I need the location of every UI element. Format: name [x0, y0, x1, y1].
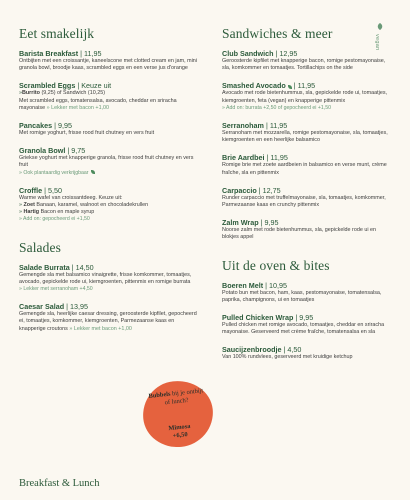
item-name: Salade Burrata [19, 262, 70, 272]
description-text: Warme wafel van croissantdeeg. Keuze uit: [19, 194, 123, 201]
mimosa-badge [140, 378, 217, 451]
extra-text: » Add on: burrata +2,50 of gepocheerd ei +1,50 [222, 104, 332, 111]
item-price: 5,50 [48, 185, 63, 195]
menu-item [222, 81, 390, 112]
item-description [19, 272, 199, 286]
description-text: Romige brie met zoete aardbeien in balsamico en verse munt, crème fraîche, sla en pittenmix [222, 162, 387, 176]
item-option [19, 90, 199, 97]
item-price: 4,50 [287, 345, 302, 355]
item-name: Carpaccio [222, 185, 257, 195]
item-header [222, 81, 390, 90]
item-header [222, 186, 390, 195]
menu-item [222, 186, 390, 209]
item-name: Granola Bowl [19, 146, 66, 156]
item-option [19, 209, 199, 216]
description-text: Noorse zalm met rode bietenhummus, sla, gepickelde rode ui en blokjes appel [222, 227, 377, 241]
option-name: Zoet [23, 202, 35, 209]
item-price: 12,75 [262, 185, 281, 195]
description-text: Griekse yoghurt met knapperige granola, frisse rood fruit chutney en vers fruit [19, 155, 194, 169]
description-text: Gemengde sla, heerlijke caesar dressing, geroosterde kipfilet, gepocheerd ei, tomaatjes, komkommer, kiemgroenten, Parmezaanse kaas en knapperige croutons [19, 311, 197, 332]
description-text: Met romige yoghurt, frisse rood fruit chutney en vers fruit [19, 130, 155, 137]
footer-title: Breakfast & Lunch [19, 478, 100, 489]
badge-mimosa-price: Mimosa +6,50 [168, 422, 191, 440]
item-header [19, 302, 199, 311]
description-extra: » Lekker met bacon +1,00 [45, 104, 110, 111]
item-price: 11,95 [269, 121, 288, 131]
option-marker: » [19, 209, 24, 216]
item-name: Croffle [19, 185, 43, 195]
section-title: Eet smakelijk [19, 26, 95, 41]
section-title: Uit de oven & bites [222, 257, 330, 273]
item-name: Smashed Avocado [222, 81, 286, 91]
item-header [222, 121, 390, 130]
item-description [222, 130, 390, 144]
item-price: 9,95 [264, 218, 279, 228]
menu-item [19, 121, 199, 137]
item-description [222, 354, 390, 361]
description-text: Potato bun met bacon, ham, kaas, pestomayonaise, tomatensalsa, paprika, champignons, ui en tomaatjes [222, 289, 382, 303]
menu-item [222, 49, 390, 72]
section-title: Sandwiches & meer [222, 26, 333, 41]
item-description [19, 195, 199, 202]
item-header [222, 153, 390, 162]
price-separator: | [291, 81, 298, 91]
item-name: Caesar Salad [19, 302, 65, 312]
vegan-label: vegan [374, 34, 380, 51]
item-description [19, 311, 199, 333]
price-separator: | [64, 302, 71, 312]
menu-item [222, 218, 390, 241]
menu-item [19, 186, 199, 224]
item-price: 11,95 [270, 153, 288, 163]
description-text: Met scrambled eggs, tomatensalsa, avocado, cheddar en sriracha mayonaise [19, 97, 177, 111]
item-price: 9,95 [58, 121, 73, 131]
item-price: 12,95 [279, 49, 298, 58]
menu-item [222, 121, 390, 144]
extra-text: » Lekker met serranoham +4,50 [19, 286, 93, 293]
item-name: Boeren Melt [222, 280, 264, 290]
price-separator: | [293, 313, 300, 323]
price-separator: | [75, 81, 82, 91]
item-price: 13,95 [70, 302, 89, 312]
item-price: Keuze uit [81, 81, 112, 91]
item-name: Saucijzenbroodje [222, 345, 282, 355]
item-price: 10,95 [269, 280, 288, 290]
item-header [222, 345, 390, 354]
option-marker: » [19, 90, 22, 97]
option-text: Bacon en maple syrup [39, 209, 95, 216]
item-header [19, 146, 199, 155]
price-separator: | [42, 185, 49, 195]
item-description [222, 290, 390, 304]
item-description [222, 90, 390, 104]
item-description [222, 58, 390, 72]
item-price: 14,50 [75, 262, 94, 272]
item-name: Barista Breakfast [19, 49, 79, 58]
menu-item [19, 302, 199, 333]
menu-item [222, 281, 390, 304]
item-extra [19, 170, 199, 177]
item-extra [19, 286, 199, 293]
description-text: Serranoham met mozzarella, romige pestomayonaise, sla, tomaatjes, kiemgroenten en een heerlijke balsamico [222, 130, 388, 144]
option-text: (9,25) of Sandwich (10,25) [39, 90, 105, 97]
item-header [19, 121, 199, 130]
description-text: Gemengde sla met balsamico vinaigrette, frisse komkommer, tomaatjes, avocado, gepickelde rode ui, kiemgroenten, pittenmix en romige burrata [19, 271, 192, 285]
item-price: 11,95 [297, 81, 316, 91]
option-marker: » [19, 202, 24, 209]
price-separator: | [78, 49, 85, 58]
item-description [19, 155, 199, 169]
item-extra [19, 216, 199, 223]
item-description [19, 58, 199, 72]
leaf-icon [377, 23, 383, 30]
description-text: Van 100% rundvlees, geserveerd met kruidige ketchup [222, 354, 353, 361]
description-text: Ontbijten met een croissantje, kaneelscone met clotted cream en jam, mini granola bowl, broodje kaas, scrambled eggs en een verse jus d'orange [19, 58, 197, 72]
item-extra [222, 105, 390, 112]
item-description [222, 322, 390, 336]
price-separator: | [263, 280, 270, 290]
option-name: Hartig [23, 209, 40, 216]
item-description [19, 98, 199, 112]
description-text: Pulled chicken met romige avocado, tomaatjes, cheddar en sriracha mayonaise. Geserveerd met crème fraîche, tomatensalsa en sla [222, 322, 385, 336]
price-separator: | [256, 185, 263, 195]
section-title: Salades [19, 239, 61, 255]
description-extra: » Lekker met bacon +1,00 [67, 325, 132, 332]
item-name: Pulled Chicken Wrap [222, 313, 294, 323]
item-header [19, 81, 199, 90]
price-separator: | [264, 153, 271, 163]
leaf-icon [91, 170, 95, 174]
item-name: Club Sandwich [222, 49, 274, 58]
item-option [19, 202, 199, 209]
menu-item [19, 263, 199, 294]
item-header [222, 281, 390, 290]
menu-item [19, 146, 199, 177]
item-header [19, 186, 199, 195]
right-column [222, 26, 390, 371]
item-header [19, 49, 199, 58]
item-header [19, 263, 199, 272]
option-text: Banaan, karamel, walnoot en chocoladekrullen [34, 202, 149, 209]
menu-item [19, 81, 199, 112]
item-name: Pancakes [19, 121, 53, 131]
price-separator: | [52, 121, 59, 131]
item-header [222, 49, 390, 58]
option-name: Burrito [22, 90, 40, 97]
item-description [19, 130, 199, 137]
left-column [19, 26, 199, 342]
price-separator: | [281, 345, 288, 355]
item-price: 9,95 [299, 313, 314, 323]
price-separator: | [263, 121, 270, 131]
menu-item [222, 153, 390, 176]
badge-bubbels-text: Bubbels bij je ontbijt of lunch? [148, 387, 204, 406]
item-header [222, 313, 390, 322]
item-name: Zalm Wrap [222, 218, 259, 228]
menu-item [19, 49, 199, 72]
item-name: Serranoham [222, 121, 264, 131]
item-description [222, 162, 390, 176]
item-header [222, 218, 390, 227]
menu-item [222, 345, 390, 361]
menu-item [222, 313, 390, 336]
extra-text: » Add on: gepocheerd ei +1,50 [19, 216, 90, 223]
description-text: Avocado met rode bietenhummus, sla, gepickelde rode ui, tomaatjes, kiemgroenten, feta (vegan) en knapperige pittenmix [222, 90, 388, 104]
item-name: Scrambled Eggs [19, 81, 76, 91]
price-separator: | [273, 49, 280, 58]
item-name: Brie Aardbei [222, 153, 265, 163]
price-separator: | [65, 146, 72, 156]
item-price: 11,95 [84, 49, 102, 58]
price-separator: | [69, 262, 76, 272]
extra-text: » Ook plantaardig verkrijgbaar [19, 169, 89, 176]
item-description [222, 227, 390, 241]
description-text: Geroosterde kipfilet met knapperige bacon, romige pestomayonaise, sla, komkommer en tomaatjes. Tortillachips on the side [222, 58, 386, 72]
item-description [222, 195, 390, 209]
price-separator: | [258, 218, 265, 228]
description-text: Runder carpaccio met truffelmayonaise, sla, tomaatjes, komkommer, Parmezaanse kaas en crunchy pittenmix [222, 194, 386, 209]
item-price: 9,75 [71, 146, 86, 156]
